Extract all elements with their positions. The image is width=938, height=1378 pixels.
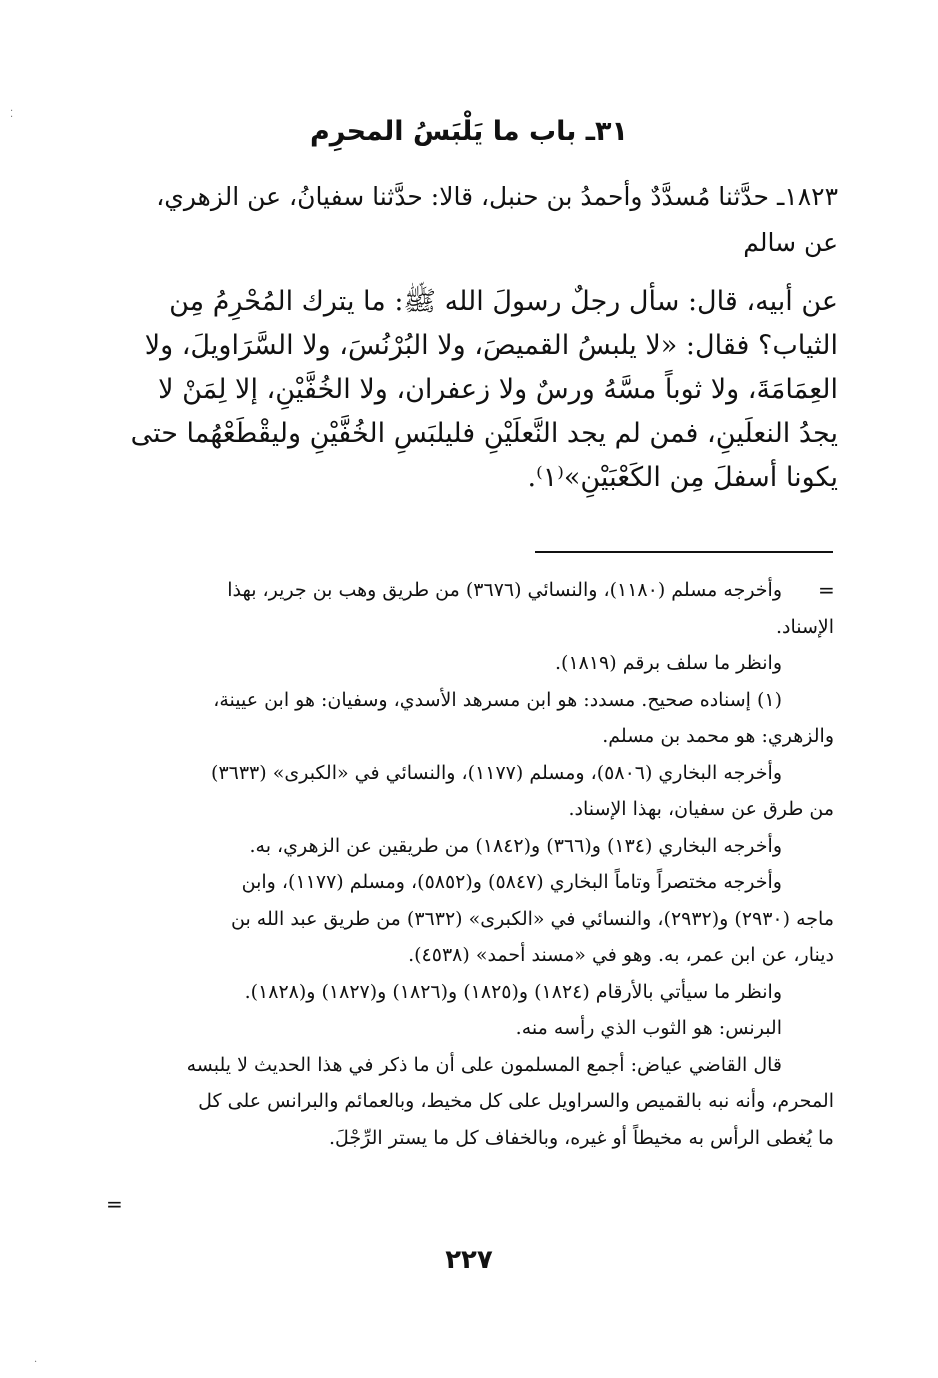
- footnote-line: وانظر ما سيأتي بالأرقام (١٨٢٤) و(١٨٢٥) و(١٨٢٦) و(١٨٢٧) و(١٨٢٨).: [244, 980, 782, 1003]
- hadith-chain-line: ١٨٢٣ـ حدَّثنا مُسدَّدٌ وأحمدُ بن حنبل، قالا: حدَّثنا سفيانُ، عن الزهري،: [156, 182, 838, 211]
- hadith-text: [100, 280, 838, 500]
- hadith-text-line: العِمَامَةَ، ولا ثوباً مسَّهُ ورسٌ ولا زعفران، ولا الخُفَّيْنِ، إلا لِمَنْ لا: [158, 374, 838, 405]
- hadith-chain: [100, 174, 838, 266]
- footnote-line: البرنس: هو الثوب الذي رأسه منه.: [515, 1017, 782, 1039]
- footnote-separator: [535, 551, 833, 553]
- continuation-marker-bottom: =: [106, 1192, 123, 1216]
- footnote-line: المحرم، وأنه نبه بالقميص والسراويل على كل مخيط، وبالعمائم والبرانس على كل: [198, 1090, 834, 1112]
- footnote-line: ماجه (٢٩٣٠) و(٢٩٣٢)، والنسائي في «الكبرى» (٣٦٣٢) من طريق عبد الله بن: [230, 907, 834, 930]
- footnote-line: قال القاضي عياض: أجمع المسلمون على أن ما ذكر في هذا الحديث لا يلبسه: [186, 1053, 782, 1076]
- footnote-line: وأخرجه البخاري (١٣٤) و(٣٦٦) و(١٨٤٢) من طريقين عن الزهري، به.: [249, 834, 782, 857]
- page-number: ٢٢٧: [445, 1245, 493, 1275]
- hadith-text-line: عن أبيه، قال: سأل رجلٌ رسولَ الله ﷺ: ما يترك المُحْرِمُ مِن: [169, 286, 838, 317]
- footnote-line: والزهري: هو محمد بن مسلم.: [602, 725, 834, 747]
- footnote-line: وأخرجه البخاري (٥٨٠٦)، ومسلم (١١٧٧)، والنسائي في «الكبرى» (٣٦٣٣): [211, 761, 782, 784]
- footnote-line: (١) إسناده صحيح. مسدد: هو ابن مسرهد الأسدي، وسفيان: هو ابن عيينة،: [213, 688, 782, 711]
- footnote-line: من طرق عن سفيان، بهذا الإسناد.: [568, 798, 834, 820]
- scan-speck: ·: [34, 1357, 38, 1368]
- footnotes: [116, 572, 834, 1156]
- hadith-text-line: يجدُ النعلَينِ، فمن لم يجد النَّعلَيْنِ فليلبَسِ الخُفَّيْنِ وليقْطَعْهُما حتى: [130, 418, 838, 449]
- hadith-text-line: يكونا أسفلَ مِن الكَعْبَيْنِ»⁽١⁾.: [527, 462, 838, 493]
- hadith-text-line: الثياب؟ فقال: «لا يلبسُ القميصَ، ولا البُرْنُسَ، ولا السَّرَاويلَ، ولا: [144, 330, 838, 361]
- footnote-line: وانظر ما سلف برقم (١٨١٩).: [554, 652, 782, 674]
- footnote-line: وأخرجه مختصراً وتاماً البخاري (٥٨٤٧) و(٥٨٥٢)، ومسلم (١١٧٧)، وابن: [241, 871, 782, 893]
- chapter-title: ٣١ـ باب ما يَلْبَسُ المحرِم: [310, 116, 628, 147]
- footnote-line: الإسناد.: [775, 615, 834, 638]
- continuation-marker-top: =: [818, 578, 835, 602]
- scan-speck: ⁚: [10, 109, 14, 120]
- footnote-line: دينار، عن ابن عمر، به. وهو في «مسند أحمد» (٤٥٣٨).: [408, 944, 834, 966]
- footnote-line: وأخرجه مسلم (١١٨٠)، والنسائي (٣٦٧٦) من طريق وهب بن جرير، بهذا: [227, 579, 782, 601]
- hadith-chain-line: عن سالم: [743, 228, 838, 257]
- footnote-line: ما يُغطى الرأس به مخيطاً أو غيره، وبالخفاف كل ما يستر الرِّجْلَ.: [328, 1126, 834, 1149]
